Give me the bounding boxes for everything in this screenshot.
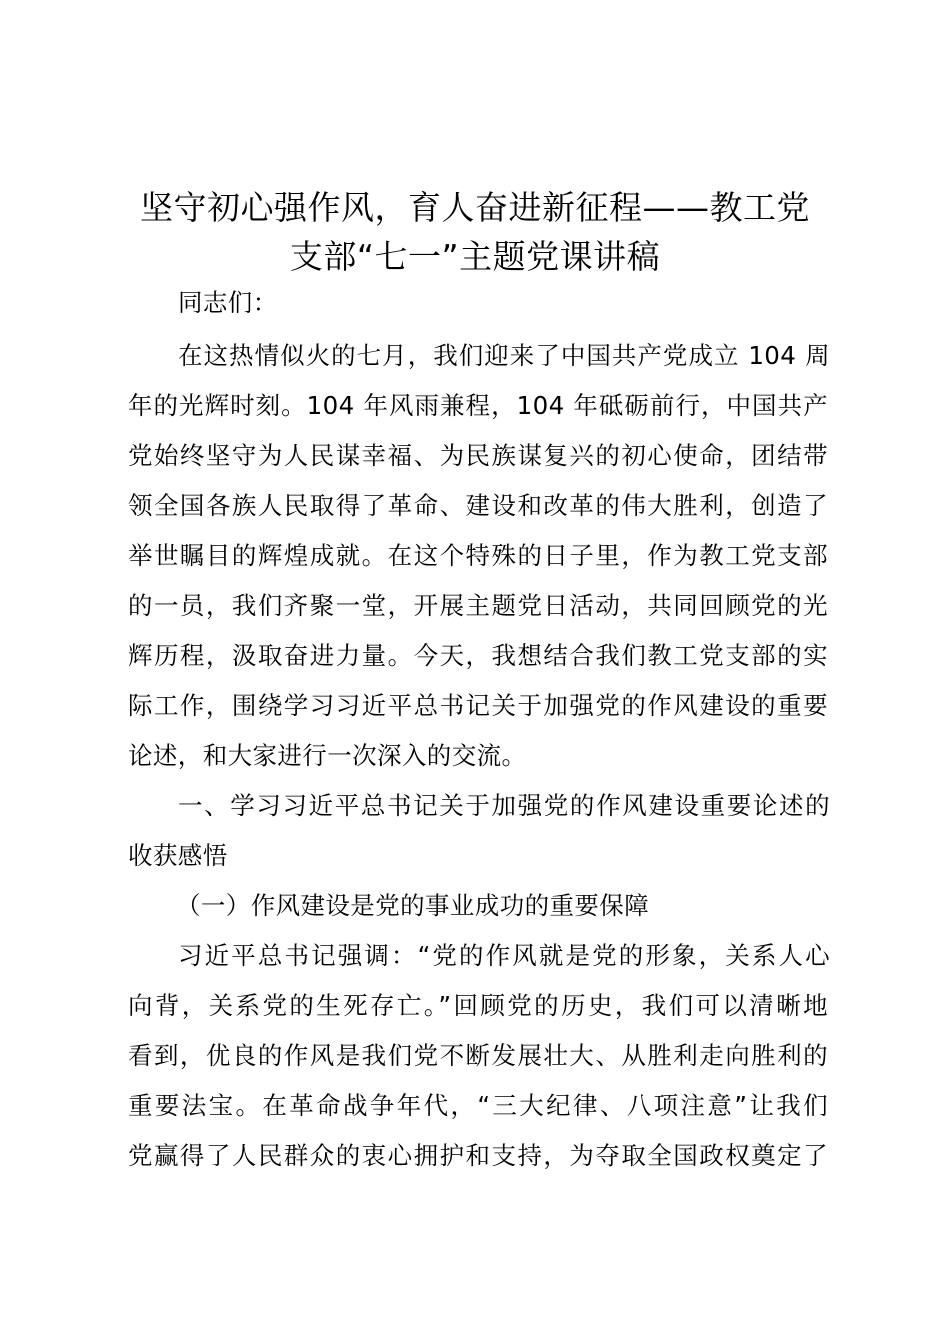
paragraph-1-line: 在这热情似火的七月，我们迎来了中国共产党成立 104 周 <box>178 341 830 370</box>
paragraph-1-line: 举世瞩目的辉煌成就。在这个特殊的日子里，作为教工党支部 <box>128 541 828 570</box>
document-title-line-2: 支部“七一”主题党课讲稿 <box>289 237 661 276</box>
paragraph-2-line: 看到，优良的作风是我们党不断发展壮大、从胜利走向胜利的 <box>128 1041 828 1070</box>
paragraph-1-line: 的一员，我们齐聚一堂，开展主题党日活动，共同回顾党的光 <box>128 591 828 620</box>
paragraph-1-line: 领全国各族人民取得了革命、建设和改革的伟大胜利，创造了 <box>128 491 828 520</box>
paragraph-1-line: 辉历程，汲取奋进力量。今天，我想结合我们教工党支部的实 <box>128 641 828 670</box>
paragraph-2-line: 向背，关系党的生死存亡。”回顾党的历史，我们可以清晰地 <box>128 991 828 1020</box>
subsection-heading-1: （一）作风建设是党的事业成功的重要保障 <box>176 891 650 920</box>
section-heading-1-line: 一、学习习近平总书记关于加强党的作风建设重要论述的 <box>178 791 830 820</box>
document-title-line-1: 坚守初心强作风，育人奋进新征程——教工党 <box>140 188 810 227</box>
section-heading-1-line: 收获感悟 <box>128 841 228 870</box>
paragraph-1-line: 年的光辉时刻。104 年风雨兼程，104 年砥砺前行，中国共产 <box>128 391 828 420</box>
salutation: 同志们： <box>178 288 278 317</box>
paragraph-2-line: 习近平总书记强调：“党的作风就是党的形象，关系人心 <box>178 941 830 970</box>
paragraph-1-line: 际工作，围绕学习习近平总书记关于加强党的作风建设的重要 <box>128 691 828 720</box>
paragraph-1-line: 论述，和大家进行一次深入的交流。 <box>128 741 527 770</box>
paragraph-1-line: 党始终坚守为人民谋幸福、为民族谋复兴的初心使命，团结带 <box>128 441 828 470</box>
paragraph-2-line: 党赢得了人民群众的衷心拥护和支持，为夺取全国政权奠定了 <box>128 1141 828 1170</box>
paragraph-2-line: 重要法宝。在革命战争年代，“三大纪律、八项注意”让我们 <box>128 1091 828 1120</box>
